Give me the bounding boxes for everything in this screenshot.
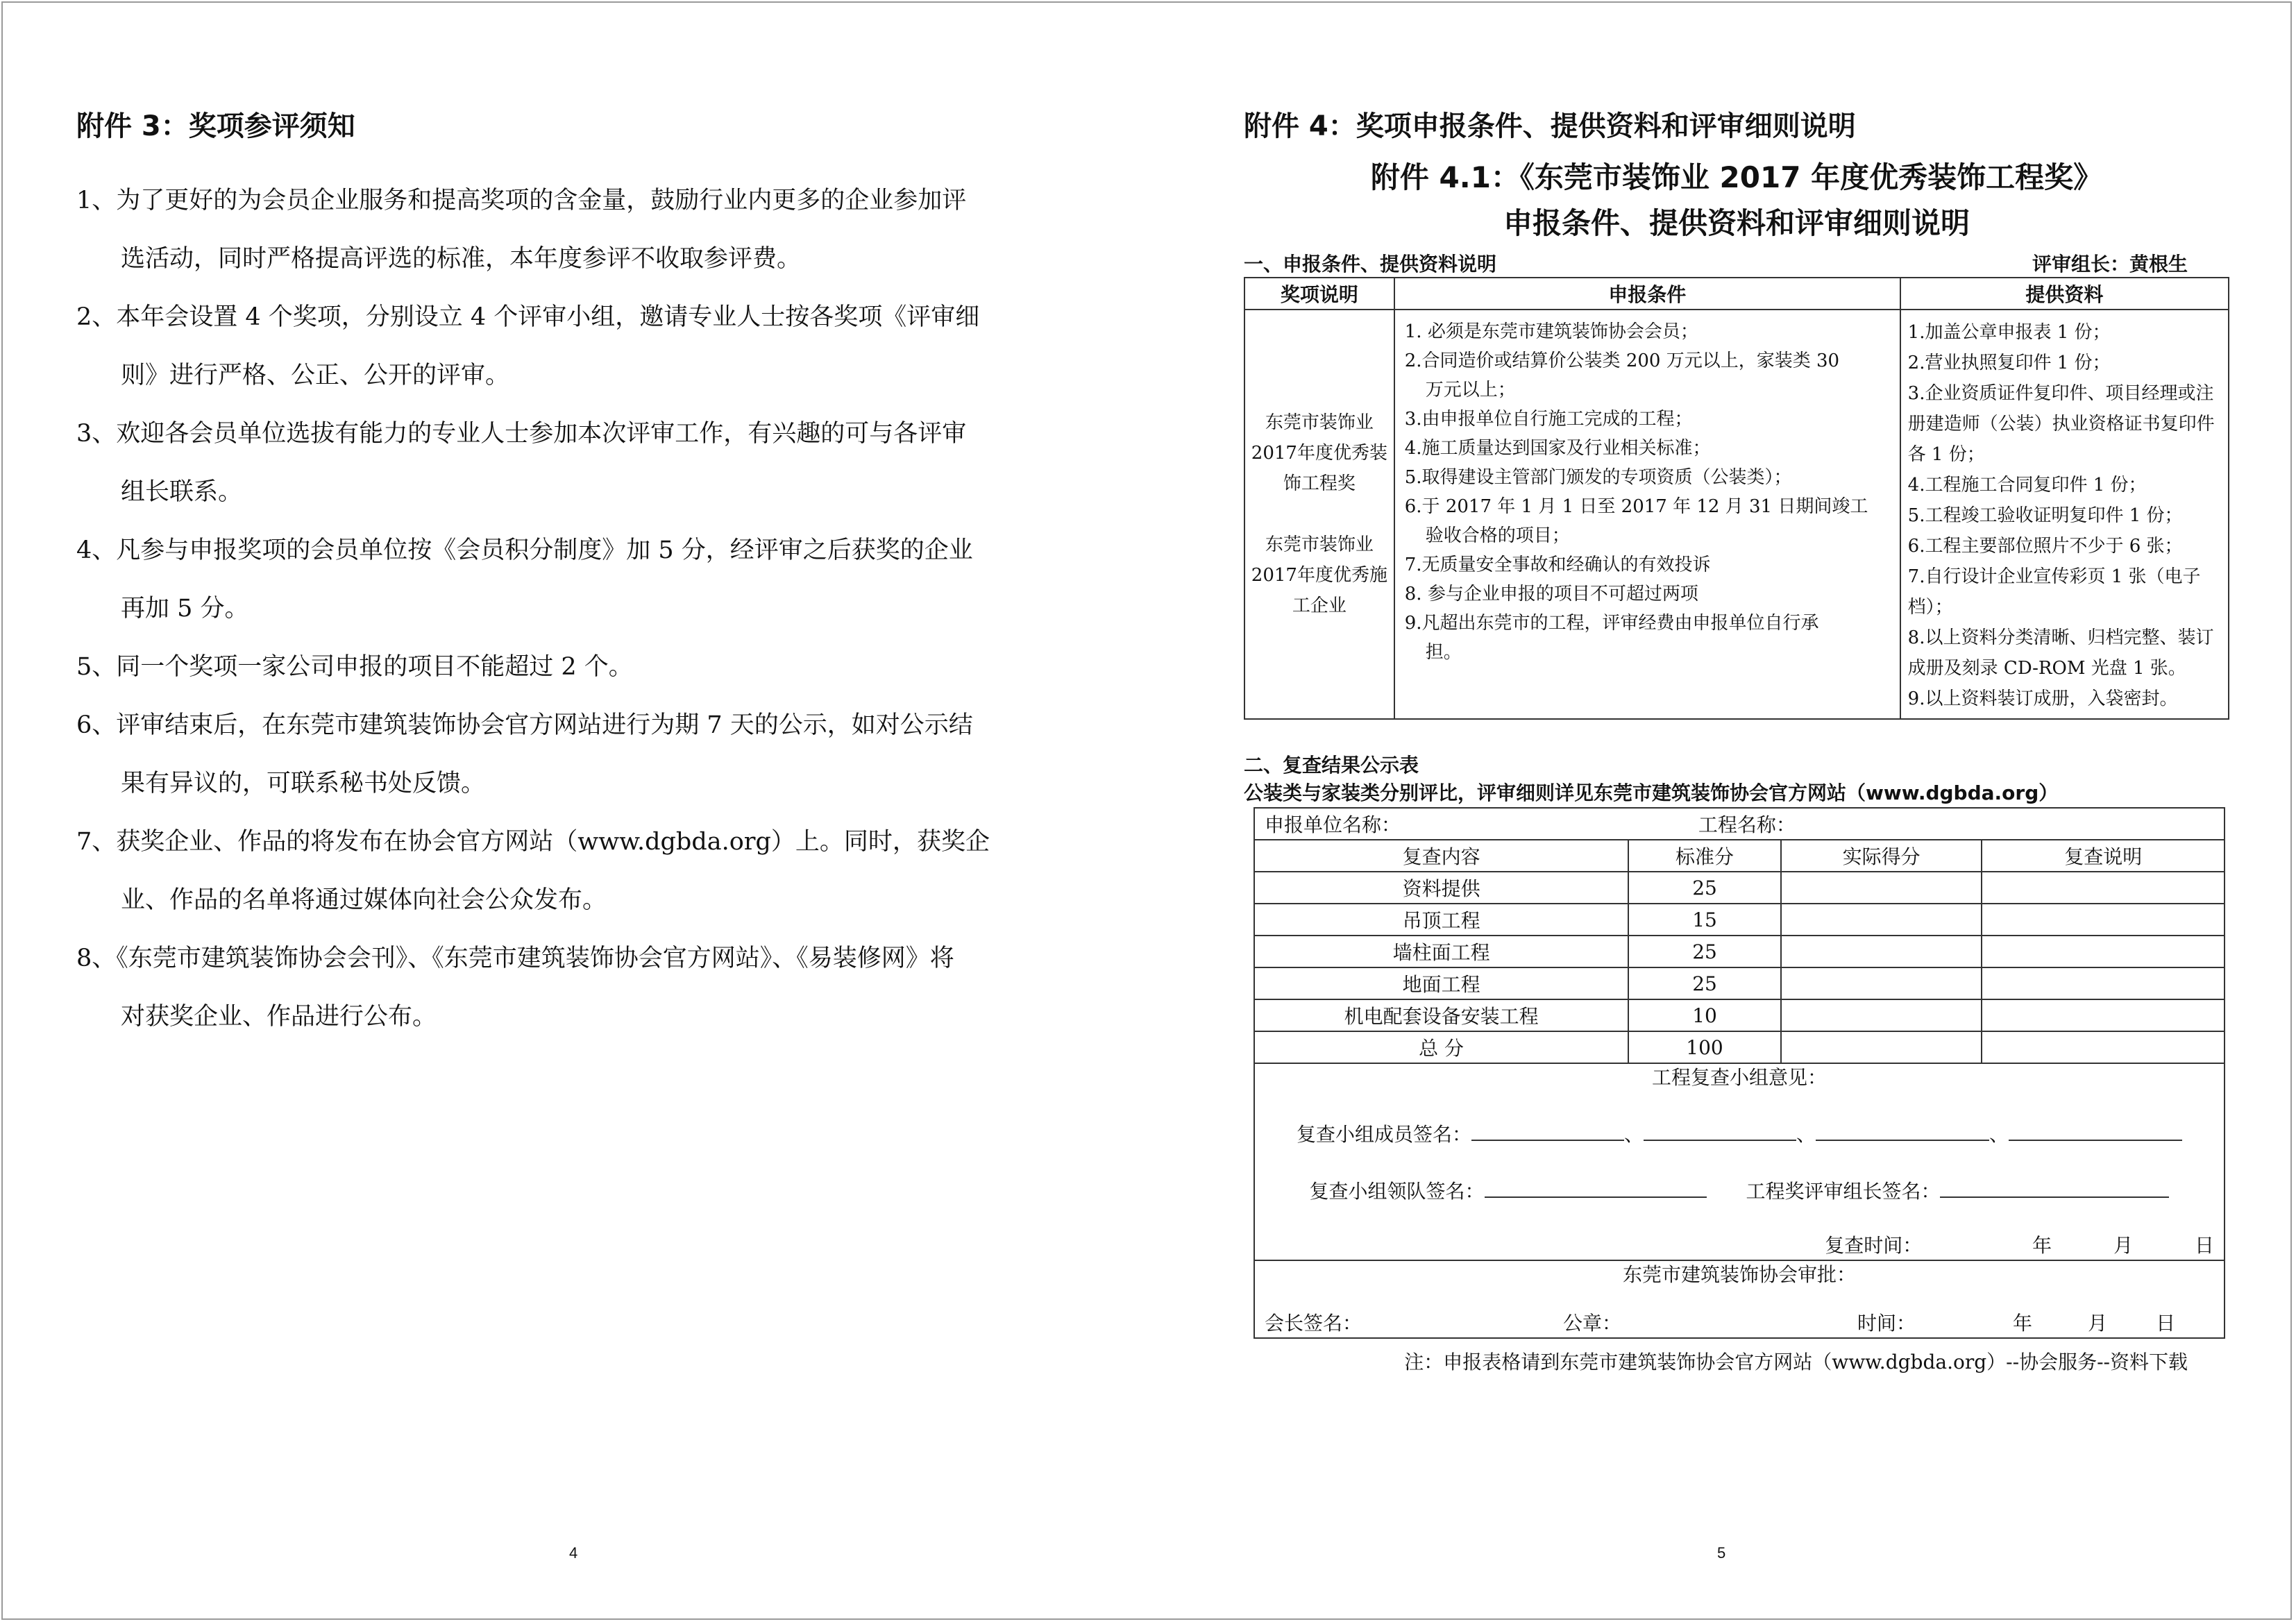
conditions-header-row	[1244, 278, 2229, 310]
material-item: 3.企业资质证件复印件、项目经理或注册建造师（公装）执业资格证书复印件各 1 份；	[1907, 383, 2215, 465]
condition-item: 2.合同造价或结算价公装类 200 万元以上，家装类 30	[1404, 350, 1840, 371]
review-month: 月	[2113, 1234, 2134, 1257]
review-actual-score[interactable]	[1781, 967, 1982, 999]
seal-label: 公章：	[1563, 1312, 1622, 1335]
notice-item-text: 8、《东莞市建筑装饰协会会刊》、《东莞市建筑装饰协会官方网站》、《易装修网》将	[76, 945, 954, 972]
review-actual-score[interactable]	[1781, 936, 1982, 967]
review-row	[1254, 967, 2225, 999]
award-name-2: 东莞市装饰业2017年度优秀施工企业	[1251, 534, 1387, 616]
review-col-actual: 实际得分	[1781, 840, 1982, 872]
condition-item: 7.无质量安全事故和经确认的有效投诉	[1404, 555, 1711, 575]
approval-label: 东莞市建筑装饰协会审批：	[1622, 1263, 1856, 1286]
approval-sign-line	[1265, 1310, 2214, 1337]
material-item: 5.工程竣工验收证明复印件 1 份；	[1907, 505, 2183, 526]
conditions-body-row	[1244, 310, 2229, 719]
review-actual-score[interactable]	[1781, 1031, 1982, 1063]
review-item: 资料提供	[1254, 872, 1628, 904]
review-standard-score: 25	[1628, 967, 1781, 999]
approval-cell	[1254, 1260, 2225, 1338]
notice-item-continuation: 果有异议的，可联系秘书处反馈。	[121, 770, 486, 797]
notice-item	[76, 813, 1076, 929]
condition-item: 6.于 2017 年 1 月 1 日至 2017 年 12 月 31 日期间竣工	[1404, 496, 1868, 517]
review-actual-score[interactable]	[1781, 904, 1982, 936]
unit-project-cell	[1254, 808, 2225, 840]
notice-item	[76, 521, 1076, 638]
material-item: 9.以上资料装订成册，入袋密封。	[1907, 688, 2178, 709]
review-note[interactable]	[1982, 872, 2225, 904]
condition-item: 3.由申报单位自行施工完成的工程；	[1404, 409, 1693, 430]
leader-signature[interactable]	[1485, 1178, 1707, 1198]
section1-title: 一、申报条件、提供资料说明	[1244, 253, 1497, 276]
notice-item-text: 1、为了更好的为会员企业服务和提高奖项的含金量，鼓励行业内更多的企业参加评	[76, 187, 967, 214]
review-item: 吊顶工程	[1254, 904, 1628, 936]
approval-month: 月	[2088, 1312, 2108, 1335]
notice-item	[76, 405, 1076, 521]
left-heading: 附件 3：奖项参评须知	[76, 110, 355, 142]
review-row	[1254, 1031, 2225, 1063]
judge-leader-signature[interactable]	[1940, 1178, 2169, 1198]
review-signature-cell	[1254, 1063, 2225, 1260]
notice-item-text: 2、本年会设置 4 个奖项，分别设立 4 个评审小组，邀请专业人士按各奖项《评审细	[76, 303, 980, 331]
page-number-left: 4	[569, 1544, 578, 1562]
award-title-line1: 附件 4.1：《东莞市装饰业 2017 年度优秀装饰工程奖》	[1370, 160, 2103, 194]
review-unit-row	[1254, 808, 2225, 840]
review-item: 机电配套设备安装工程	[1254, 999, 1628, 1031]
condition-item: 8. 参与企业申报的项目不可超过两项	[1404, 584, 1698, 604]
review-row	[1254, 872, 2225, 904]
notice-item-continuation: 对获奖企业、作品进行公布。	[121, 1003, 437, 1031]
right-heading: 附件 4：奖项申报条件、提供资料和评审细则说明	[1244, 110, 1856, 142]
left-page	[76, 104, 1076, 1046]
page-number-right: 5	[1717, 1544, 1726, 1562]
review-table	[1253, 807, 2225, 1339]
review-day: 日	[2194, 1234, 2214, 1257]
review-signature-row	[1254, 1063, 2225, 1260]
material-item: 2.营业执照复印件 1 份；	[1907, 353, 2111, 373]
notice-item-text: 6、评审结束后，在东莞市建筑装饰协会官方网站进行为期 7 天的公示，如对公示结	[76, 711, 973, 739]
award-description-cell	[1244, 310, 1394, 719]
review-time-label: 复查时间：	[1825, 1234, 1923, 1257]
review-actual-score[interactable]	[1781, 999, 1982, 1031]
review-col-content: 复查内容	[1254, 840, 1628, 872]
conditions-table	[1244, 277, 2229, 720]
judge-leader-label: 工程奖评审组长签名：	[1746, 1180, 1941, 1203]
material-item: 6.工程主要部位照片不少于 6 张；	[1907, 536, 2183, 557]
approval-day: 日	[2156, 1312, 2176, 1335]
review-item: 总 分	[1254, 1031, 1628, 1063]
notice-item-text: 4、凡参与申报奖项的会员单位按《会员积分制度》加 5 分，经评审之后获奖的企业	[76, 536, 973, 564]
notice-item	[76, 929, 1076, 1046]
review-note[interactable]	[1982, 967, 2225, 999]
review-item: 地面工程	[1254, 967, 1628, 999]
section2-note: 公装类与家装类分别评比，评审细则详见东莞市建筑装饰协会官方网站（www.dgbda.org）	[1244, 781, 2059, 804]
conditions-cell	[1394, 310, 1900, 719]
material-item: 7.自行设计企业宣传彩页 1 张（电子档）；	[1907, 566, 2201, 618]
review-standard-score: 10	[1628, 999, 1781, 1031]
review-header-row	[1254, 840, 2225, 872]
opinion-label: 工程复查小组意见：	[1651, 1066, 1827, 1089]
unit-name-label: 申报单位名称：	[1265, 813, 1401, 836]
leader-label: 复查小组领队签名：	[1309, 1180, 1485, 1203]
condition-item: 1. 必须是东莞市建筑装饰协会会员；	[1404, 321, 1698, 342]
condition-item: 9.凡超出东莞市的工程，评审经费由申报单位自行承	[1404, 613, 1819, 634]
review-note[interactable]	[1982, 936, 2225, 967]
notice-item-continuation: 则》进行严格、公正、公开的评审。	[121, 362, 510, 389]
review-note[interactable]	[1982, 999, 2225, 1031]
review-year: 年	[2032, 1234, 2052, 1257]
condition-item-continuation: 万元以上；	[1425, 380, 1516, 400]
notice-item-text: 7、获奖企业、作品的将发布在协会官方网站（www.dgbda.org）上。同时，获奖企	[76, 828, 990, 856]
review-standard-score: 15	[1628, 904, 1781, 936]
notice-item-text: 3、欢迎各会员单位选拔有能力的专业人士参加本次评审工作，有兴趣的可与各评审	[76, 420, 967, 448]
approval-year: 年	[2013, 1312, 2033, 1335]
section2-title: 二、复查结果公示表	[1244, 754, 1419, 777]
notice-list	[76, 171, 1076, 1046]
member-signature-4[interactable]	[2009, 1122, 2182, 1141]
condition-item: 4.施工质量达到国家及行业相关标准；	[1404, 438, 1711, 459]
review-note[interactable]	[1982, 1031, 2225, 1063]
review-time-line	[1265, 1232, 2214, 1260]
material-item: 1.加盖公章申报表 1 份；	[1907, 322, 2111, 343]
review-actual-score[interactable]	[1781, 872, 1982, 904]
right-page	[1244, 104, 2229, 1375]
notice-item	[76, 288, 1076, 405]
leader-line	[1265, 1178, 2214, 1206]
review-item: 墙柱面工程	[1254, 936, 1628, 967]
members-line: 复查小组成员签名： 、 、 、	[1265, 1121, 2214, 1149]
project-name-label: 工程名称：	[1698, 813, 1796, 836]
members-label: 复查小组成员签名：	[1296, 1123, 1471, 1146]
condition-item: 5.取得建设主管部门颁发的专项资质（公装类）；	[1404, 467, 1792, 488]
col-materials-header: 提供资料	[1900, 278, 2229, 310]
president-label: 会长签名：	[1265, 1312, 1362, 1335]
material-item: 4.工程施工合同复印件 1 份；	[1907, 475, 2147, 496]
member-signature-2[interactable]	[1644, 1122, 1796, 1141]
review-standard-score: 25	[1628, 936, 1781, 967]
material-item: 8.以上资料分类清晰、归档完整、装订成册及刻录 CD-ROM 光盘 1 张。	[1907, 627, 2214, 679]
review-standard-score: 25	[1628, 872, 1781, 904]
notice-item-continuation: 业、作品的名单将通过媒体向社会公众发布。	[121, 886, 607, 914]
review-leader: 评审组长：黄根生	[2032, 253, 2188, 276]
materials-cell	[1900, 310, 2229, 719]
review-col-note: 复查说明	[1982, 840, 2225, 872]
col-conditions-header: 申报条件	[1394, 278, 1900, 310]
notice-item-continuation: 组长联系。	[121, 478, 243, 506]
notice-item-continuation: 选活动，同时严格提高评选的标准，本年度参评不收取参评费。	[121, 245, 802, 273]
col-award-header: 奖项说明	[1244, 278, 1394, 310]
notice-item	[76, 171, 1076, 288]
section1-row	[1244, 249, 2229, 277]
footnote: 注：申报表格请到东莞市建筑装饰协会官方网站（www.dgbda.org）--协会服务--资料下载	[1404, 1351, 2188, 1373]
condition-item-continuation: 担。	[1425, 642, 1462, 663]
notice-item-continuation: 再加 5 分。	[121, 595, 249, 623]
review-col-standard: 标准分	[1628, 840, 1781, 872]
notice-item	[76, 638, 1076, 696]
notice-item	[76, 696, 1076, 813]
approval-time-label: 时间：	[1857, 1312, 1916, 1335]
condition-item-continuation: 验收合格的项目；	[1425, 525, 1570, 546]
review-note[interactable]	[1982, 904, 2225, 936]
member-signature-1[interactable]	[1471, 1122, 1624, 1141]
review-row	[1254, 999, 2225, 1031]
review-row	[1254, 904, 2225, 936]
member-signature-3[interactable]	[1816, 1122, 1989, 1141]
review-standard-score: 100	[1628, 1031, 1781, 1063]
approval-row	[1254, 1260, 2225, 1338]
award-name-1: 东莞市装饰业2017年度优秀装饰工程奖	[1251, 412, 1387, 494]
notice-item-text: 5、同一个奖项一家公司申报的项目不能超过 2 个。	[76, 653, 633, 681]
award-title-line2: 申报条件、提供资料和评审细则说明	[1503, 206, 1970, 240]
review-row	[1254, 936, 2225, 967]
